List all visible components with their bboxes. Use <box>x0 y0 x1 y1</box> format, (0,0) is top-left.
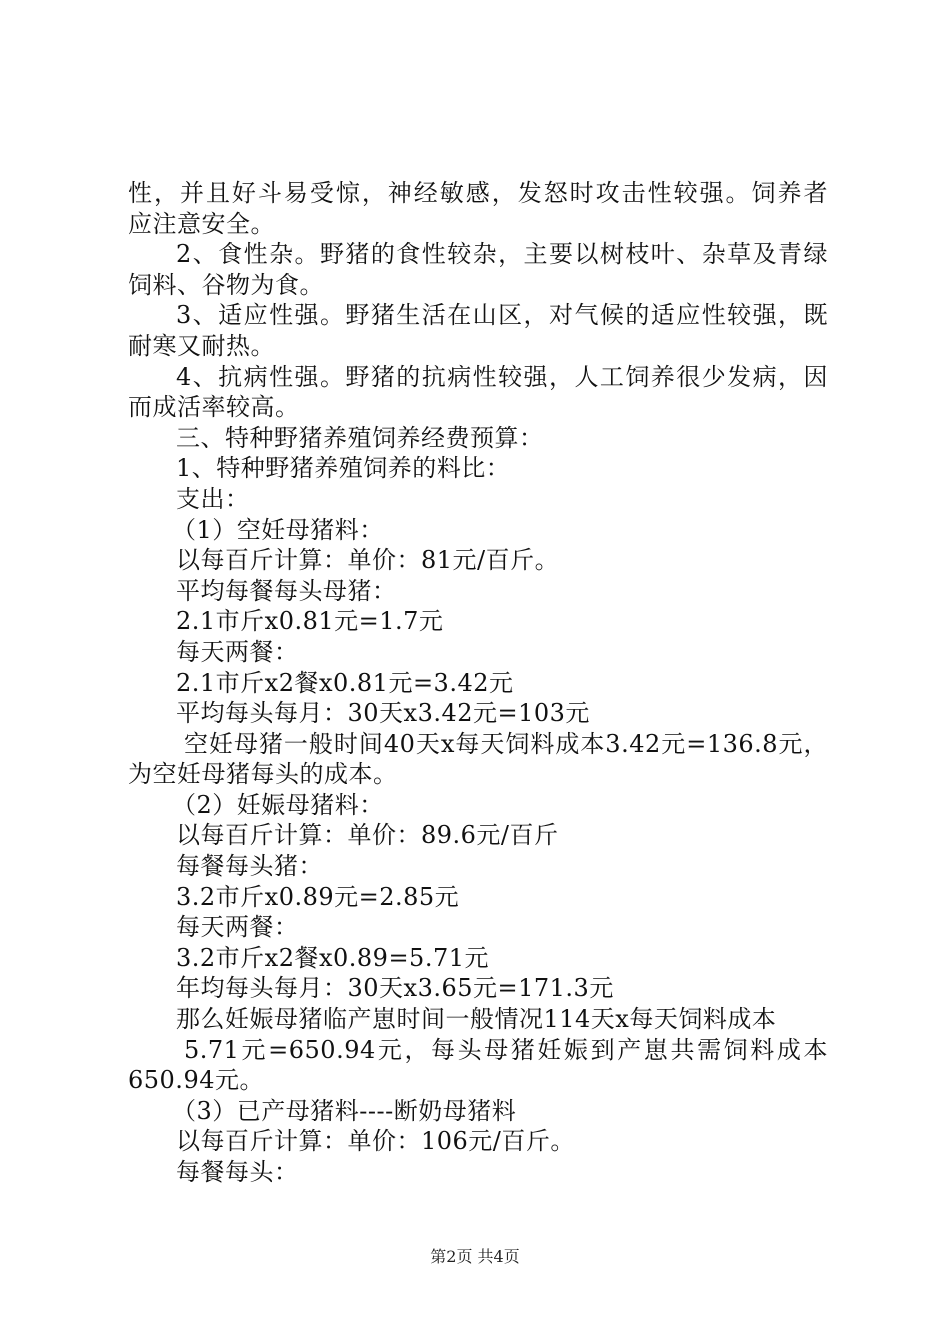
text-line: 每天两餐： <box>176 913 299 942</box>
text-line: 平均每餐每头母猪： <box>176 576 397 605</box>
text-line: 那么妊娠母猪临产崽时间一般情况114天x每天饲料成本 <box>176 1005 777 1034</box>
text-line: 饲料、谷物为食。 <box>128 270 324 299</box>
text-line: 性，并且好斗易受惊，神经敏感，发怒时攻击性较强。饲养者 <box>128 179 828 207</box>
text-line: 为空妊母猪每头的成本。 <box>128 760 398 789</box>
text-line: 而成活率较高。 <box>128 393 300 422</box>
text-line: 2.1市斤x2餐x0.81元=3.42元 <box>176 668 514 697</box>
text-line: 2、食性杂。野猪的食性较杂，主要以树枝叶、杂草及青绿 <box>176 240 828 269</box>
text-line: 每餐每头： <box>176 1158 299 1186</box>
text-line: 年均每头每月：30天x3.65元=171.3元 <box>176 974 614 1003</box>
text-line: 每天两餐： <box>176 637 299 666</box>
text-line: 5.71元=650.94元，每头母猪妊娠到产崽共需饲料成本 <box>184 1035 828 1064</box>
text-line: 3.2市斤x0.89元=2.85元 <box>176 882 460 911</box>
subsection-heading: 1、特种野猪养殖饲养的料比： <box>176 454 511 483</box>
text-line: 以每百斤计算：单价：106元/百斤。 <box>176 1127 575 1156</box>
text-line: 平均每头每月：30天x3.42元=103元 <box>176 699 590 728</box>
text-line: 3、适应性强。野猪生活在山区，对气候的适应性较强，既 <box>176 301 828 330</box>
item-heading: （1）空妊母猪料： <box>172 515 384 544</box>
document-body <box>128 178 828 1188</box>
text-line: 空妊母猪一般时间40天x每天饲料成本3.42元=136.8元， <box>184 729 828 758</box>
text-line: 3.2市斤x2餐x0.89=5.71元 <box>176 943 489 972</box>
text-line: 应注意安全。 <box>128 209 275 238</box>
page-number-footer: 第2页 共4页 <box>430 1247 520 1266</box>
text-line: 650.94元。 <box>128 1066 264 1095</box>
text-line: 4、抗病性强。野猪的抗病性较强，人工饲养很少发病，因 <box>176 362 828 391</box>
text-line: 以每百斤计算：单价：89.6元/百斤 <box>176 821 559 850</box>
section-heading: 三、特种野猪养殖饲养经费预算： <box>176 423 544 452</box>
text-line: 2.1市斤x0.81元=1.7元 <box>176 607 444 636</box>
item-heading: （3）已产母猪料----断奶母猪料 <box>172 1096 517 1125</box>
text-line: 每餐每头猪： <box>176 852 323 881</box>
text-line: 耐寒又耐热。 <box>128 331 275 360</box>
text-line: 支出： <box>176 484 250 513</box>
text-line: 以每百斤计算：单价：81元/百斤。 <box>176 546 560 575</box>
item-heading: （2）妊娠母猪料： <box>172 790 384 819</box>
